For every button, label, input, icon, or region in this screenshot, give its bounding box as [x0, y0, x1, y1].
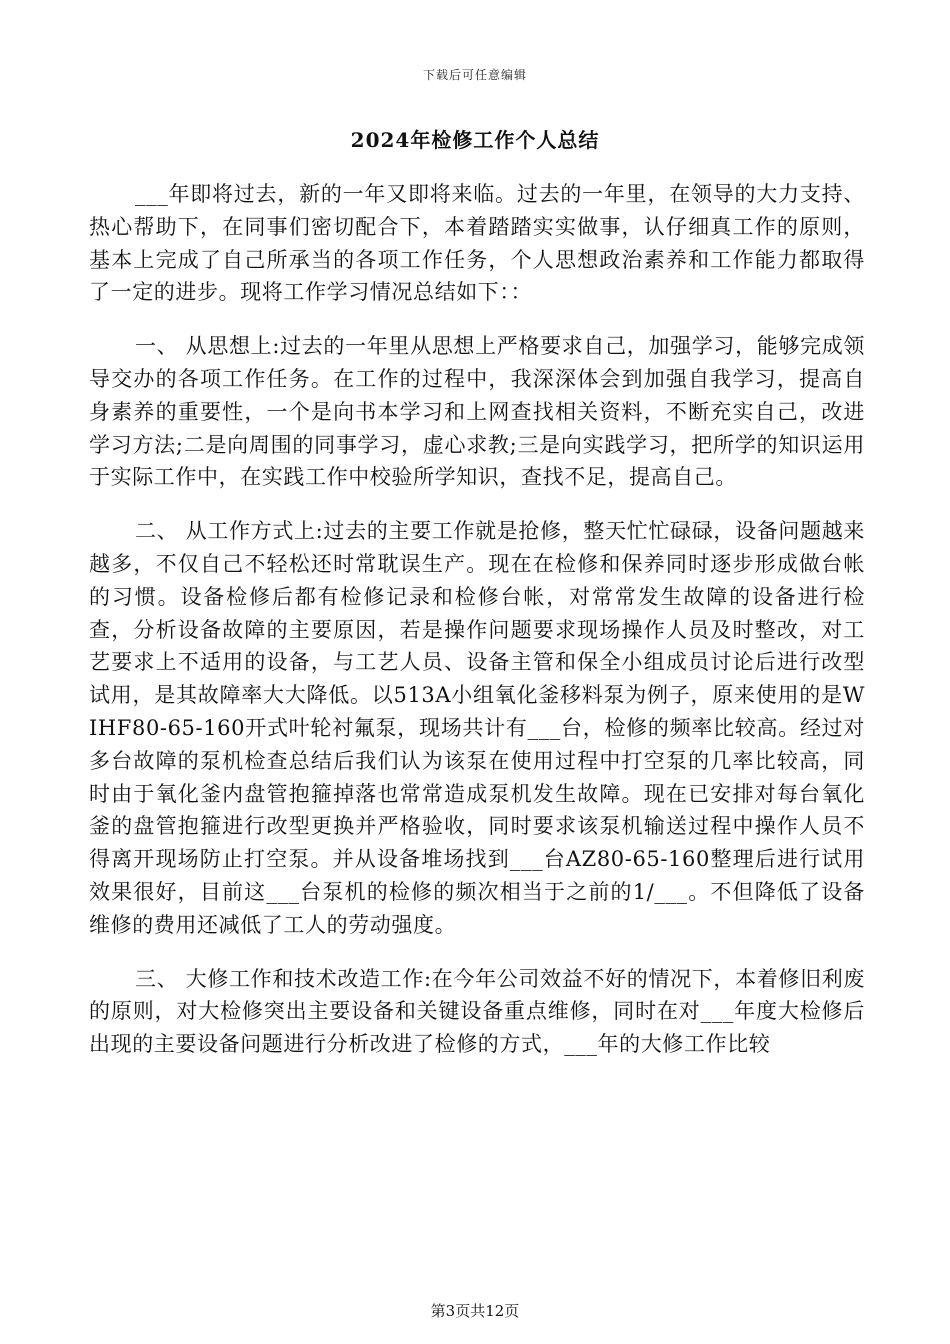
paragraph-section-2: 二、 从工作方式上:过去的主要工作就是抢修，整天忙忙碌碌，设备问题越来越多，不仅自己不轻松还时常耽误生产。现在在检修和保养同时逐步形成做台帐的习惯。设备检修后都有检修记录和检修台帐，对常常发生故障的设备进行检查，分析设备故障的主要原因，若是操作问题要求现场操作人员及时整改，对工艺要求上不适用的设备，与工艺人员、设备主管和保全小组成员讨论后进行改型试用，是其故障率大大降低。以513A小组氧化釜移料泵为例子，原来使用的是WIHF80-65-160开式叶轮衬氟泵，现场共计有___台，检修的频率比较高。经过对多台故障的泵机检查总结后我们认为该泵在使用过程中打空泵的几率比较高，同时由于氧化釜内盘管抱箍掉落也常常造成泵机发生故障。现在已安排对每台氧化釜的盘管抱箍进行改型更换并严格验收，同时要求该泵机输送过程中操作人员不得离开现场防止打空泵。并从设备堆场找到___台AZ80-65-160整理后进行试用效果很好，目前这___台泵机的检修的频次相当于之前的1/___。不但降低了设备维修的费用还减低了工人的劳动强度。 [89, 519, 865, 937]
paragraph-section-1: 一、 从思想上:过去的一年里从思想上严格要求自己，加强学习，能够完成领导交办的各项工作任务。在工作的过程中，我深深体会到加强自我学习，提高自身素养的重要性，一个是向书本学习和上网查找相关资料，不断充实自己，改进学习方法;二是向周围的同事学习，虚心求教;三是向实践学习，把所学的知识运用于实际工作中，在实践工作中校验所学知识，查找不足，提高自己。 [89, 334, 865, 490]
document-title: 2024年检修工作个人总结 [350, 128, 600, 152]
paragraph-section-3: 三、 大修工作和技术改造工作:在今年公司效益不好的情况下，本着修旧利废的原则，对大检修突出主要设备和关键设备重点维修，同时在对___年度大检修后出现的主要设备问题进行分析改进了检修的方式，___年的大修工作比较 [89, 966, 865, 1057]
paragraph-intro: ___年即将过去，新的一年又即将来临。过去的一年里，在领导的大力支持、热心帮助下，在同事们密切配合下，本着踏踏实实做事，认仔细真工作的原则，基本上完成了自己所承当的各项工作任务，个人思想政治素养和工作能力都取得了一定的进步。现将工作学习情况总结如下：： [89, 182, 865, 305]
page-number-footer: 第3页共12页 [430, 1302, 520, 1320]
document-body [89, 178, 865, 1082]
page-header-note: 下载后可任意编辑 [422, 68, 527, 82]
